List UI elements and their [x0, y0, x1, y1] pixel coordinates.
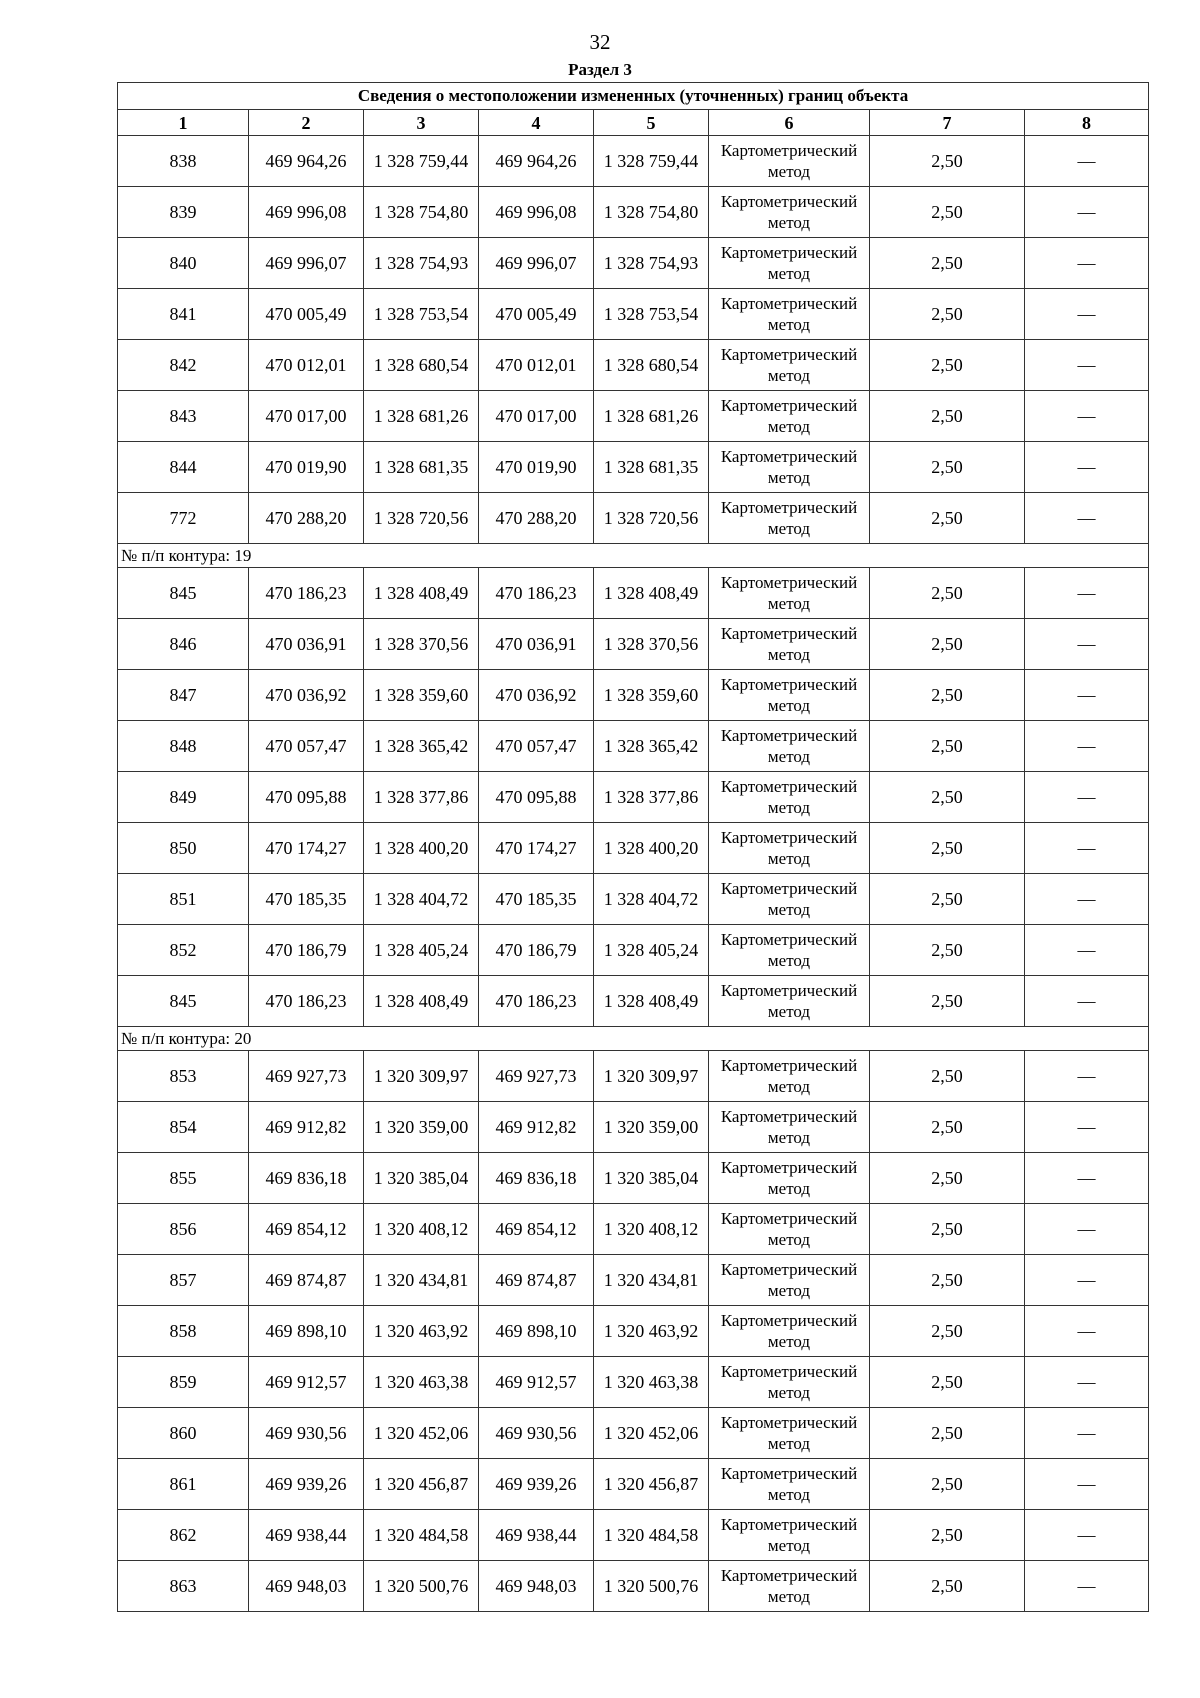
- x-new-cell: 470 036,91: [479, 619, 594, 670]
- note-cell: —: [1025, 874, 1149, 925]
- table-row: [118, 1255, 1149, 1306]
- y-new-cell: 1 328 370,56: [594, 619, 709, 670]
- x-old-cell: 469 927,73: [249, 1051, 364, 1102]
- y-old-cell: 1 328 720,56: [364, 493, 479, 544]
- table-row: [118, 1102, 1149, 1153]
- x-old-cell: 470 005,49: [249, 289, 364, 340]
- y-new-cell: 1 328 720,56: [594, 493, 709, 544]
- column-number-row: [118, 110, 1149, 136]
- note-cell: —: [1025, 136, 1149, 187]
- accuracy-cell: 2,50: [870, 1306, 1025, 1357]
- x-old-cell: 469 912,57: [249, 1357, 364, 1408]
- table-caption: Сведения о местоположении измененных (уточненных) границ объекта: [118, 83, 1149, 110]
- y-old-cell: 1 320 463,92: [364, 1306, 479, 1357]
- x-new-cell: 469 898,10: [479, 1306, 594, 1357]
- note-cell: —: [1025, 442, 1149, 493]
- method-cell: Картометрический метод: [709, 925, 870, 976]
- note-cell: —: [1025, 1051, 1149, 1102]
- note-cell: —: [1025, 1306, 1149, 1357]
- y-new-cell: 1 328 754,80: [594, 187, 709, 238]
- x-new-cell: 470 186,23: [479, 976, 594, 1027]
- table-row: [118, 1051, 1149, 1102]
- x-old-cell: 470 019,90: [249, 442, 364, 493]
- point-number-cell: 839: [118, 187, 249, 238]
- note-cell: —: [1025, 1102, 1149, 1153]
- y-old-cell: 1 328 400,20: [364, 823, 479, 874]
- note-cell: —: [1025, 976, 1149, 1027]
- note-cell: —: [1025, 1204, 1149, 1255]
- y-new-cell: 1 328 681,26: [594, 391, 709, 442]
- y-new-cell: 1 320 463,92: [594, 1306, 709, 1357]
- x-new-cell: 470 012,01: [479, 340, 594, 391]
- x-old-cell: 469 996,07: [249, 238, 364, 289]
- accuracy-cell: 2,50: [870, 670, 1025, 721]
- table-caption-row: [118, 83, 1149, 110]
- point-number-cell: 845: [118, 976, 249, 1027]
- contour-label: № п/п контура: 19: [118, 544, 1149, 568]
- y-new-cell: 1 328 408,49: [594, 976, 709, 1027]
- x-new-cell: 469 854,12: [479, 1204, 594, 1255]
- table-row: [118, 493, 1149, 544]
- x-new-cell: 470 005,49: [479, 289, 594, 340]
- method-cell: Картометрический метод: [709, 1561, 870, 1612]
- y-new-cell: 1 328 408,49: [594, 568, 709, 619]
- method-cell: Картометрический метод: [709, 391, 870, 442]
- y-old-cell: 1 320 452,06: [364, 1408, 479, 1459]
- method-cell: Картометрический метод: [709, 772, 870, 823]
- x-old-cell: 469 938,44: [249, 1510, 364, 1561]
- y-new-cell: 1 328 404,72: [594, 874, 709, 925]
- method-cell: Картометрический метод: [709, 1102, 870, 1153]
- point-number-cell: 772: [118, 493, 249, 544]
- x-old-cell: 469 874,87: [249, 1255, 364, 1306]
- x-new-cell: 470 095,88: [479, 772, 594, 823]
- point-number-cell: 848: [118, 721, 249, 772]
- point-number-cell: 857: [118, 1255, 249, 1306]
- point-number-cell: 844: [118, 442, 249, 493]
- y-old-cell: 1 328 754,80: [364, 187, 479, 238]
- y-new-cell: 1 320 359,00: [594, 1102, 709, 1153]
- y-old-cell: 1 328 365,42: [364, 721, 479, 772]
- method-cell: Картометрический метод: [709, 442, 870, 493]
- x-new-cell: 469 874,87: [479, 1255, 594, 1306]
- point-number-cell: 843: [118, 391, 249, 442]
- point-number-cell: 863: [118, 1561, 249, 1612]
- method-cell: Картометрический метод: [709, 670, 870, 721]
- note-cell: —: [1025, 187, 1149, 238]
- x-old-cell: 470 036,92: [249, 670, 364, 721]
- y-new-cell: 1 328 680,54: [594, 340, 709, 391]
- y-old-cell: 1 328 405,24: [364, 925, 479, 976]
- point-number-cell: 842: [118, 340, 249, 391]
- column-number: 2: [249, 110, 364, 136]
- table-row: [118, 340, 1149, 391]
- column-number: 6: [709, 110, 870, 136]
- accuracy-cell: 2,50: [870, 823, 1025, 874]
- accuracy-cell: 2,50: [870, 1561, 1025, 1612]
- y-new-cell: 1 320 408,12: [594, 1204, 709, 1255]
- note-cell: —: [1025, 670, 1149, 721]
- table-row: [118, 772, 1149, 823]
- table-row: [118, 136, 1149, 187]
- y-new-cell: 1 328 377,86: [594, 772, 709, 823]
- x-old-cell: 469 930,56: [249, 1408, 364, 1459]
- note-cell: —: [1025, 619, 1149, 670]
- x-old-cell: 469 912,82: [249, 1102, 364, 1153]
- note-cell: —: [1025, 391, 1149, 442]
- table-row: [118, 1510, 1149, 1561]
- x-new-cell: 470 174,27: [479, 823, 594, 874]
- y-old-cell: 1 320 309,97: [364, 1051, 479, 1102]
- x-old-cell: 470 186,23: [249, 568, 364, 619]
- accuracy-cell: 2,50: [870, 136, 1025, 187]
- x-new-cell: 470 057,47: [479, 721, 594, 772]
- x-new-cell: 469 948,03: [479, 1561, 594, 1612]
- y-new-cell: 1 328 759,44: [594, 136, 709, 187]
- y-new-cell: 1 320 385,04: [594, 1153, 709, 1204]
- y-old-cell: 1 320 456,87: [364, 1459, 479, 1510]
- x-new-cell: 469 939,26: [479, 1459, 594, 1510]
- y-new-cell: 1 328 753,54: [594, 289, 709, 340]
- y-new-cell: 1 328 405,24: [594, 925, 709, 976]
- point-number-cell: 861: [118, 1459, 249, 1510]
- point-number-cell: 838: [118, 136, 249, 187]
- note-cell: —: [1025, 772, 1149, 823]
- point-number-cell: 859: [118, 1357, 249, 1408]
- x-old-cell: 470 057,47: [249, 721, 364, 772]
- note-cell: —: [1025, 568, 1149, 619]
- x-old-cell: 470 186,79: [249, 925, 364, 976]
- note-cell: —: [1025, 289, 1149, 340]
- x-old-cell: 470 095,88: [249, 772, 364, 823]
- y-old-cell: 1 328 359,60: [364, 670, 479, 721]
- table-row: [118, 1408, 1149, 1459]
- accuracy-cell: 2,50: [870, 289, 1025, 340]
- x-old-cell: 469 854,12: [249, 1204, 364, 1255]
- y-old-cell: 1 328 370,56: [364, 619, 479, 670]
- note-cell: —: [1025, 721, 1149, 772]
- note-cell: —: [1025, 1357, 1149, 1408]
- point-number-cell: 855: [118, 1153, 249, 1204]
- accuracy-cell: 2,50: [870, 442, 1025, 493]
- accuracy-cell: 2,50: [870, 493, 1025, 544]
- y-old-cell: 1 320 385,04: [364, 1153, 479, 1204]
- y-new-cell: 1 320 456,87: [594, 1459, 709, 1510]
- table-row: [118, 1561, 1149, 1612]
- accuracy-cell: 2,50: [870, 925, 1025, 976]
- note-cell: —: [1025, 1459, 1149, 1510]
- x-new-cell: 469 996,08: [479, 187, 594, 238]
- y-new-cell: 1 320 434,81: [594, 1255, 709, 1306]
- y-old-cell: 1 328 754,93: [364, 238, 479, 289]
- contour-header-row: [118, 544, 1149, 568]
- accuracy-cell: 2,50: [870, 976, 1025, 1027]
- note-cell: —: [1025, 1408, 1149, 1459]
- table-row: [118, 823, 1149, 874]
- table-row: [118, 289, 1149, 340]
- x-new-cell: 470 186,23: [479, 568, 594, 619]
- column-number: 4: [479, 110, 594, 136]
- x-old-cell: 469 964,26: [249, 136, 364, 187]
- method-cell: Картометрический метод: [709, 340, 870, 391]
- y-new-cell: 1 328 754,93: [594, 238, 709, 289]
- point-number-cell: 862: [118, 1510, 249, 1561]
- x-old-cell: 469 836,18: [249, 1153, 364, 1204]
- table-row: [118, 925, 1149, 976]
- accuracy-cell: 2,50: [870, 1510, 1025, 1561]
- method-cell: Картометрический метод: [709, 1051, 870, 1102]
- method-cell: Картометрический метод: [709, 619, 870, 670]
- accuracy-cell: 2,50: [870, 1459, 1025, 1510]
- accuracy-cell: 2,50: [870, 1357, 1025, 1408]
- y-new-cell: 1 320 500,76: [594, 1561, 709, 1612]
- note-cell: —: [1025, 493, 1149, 544]
- method-cell: Картометрический метод: [709, 1306, 870, 1357]
- accuracy-cell: 2,50: [870, 874, 1025, 925]
- method-cell: Картометрический метод: [709, 1255, 870, 1306]
- x-new-cell: 469 912,57: [479, 1357, 594, 1408]
- section-title: Раздел 3: [568, 60, 632, 79]
- y-new-cell: 1 328 400,20: [594, 823, 709, 874]
- x-new-cell: 469 930,56: [479, 1408, 594, 1459]
- x-old-cell: 470 288,20: [249, 493, 364, 544]
- note-cell: —: [1025, 1153, 1149, 1204]
- y-old-cell: 1 328 377,86: [364, 772, 479, 823]
- x-new-cell: 469 836,18: [479, 1153, 594, 1204]
- table-row: [118, 568, 1149, 619]
- method-cell: Картометрический метод: [709, 874, 870, 925]
- point-number-cell: 853: [118, 1051, 249, 1102]
- boundary-coordinates-table: [117, 82, 1149, 1612]
- y-old-cell: 1 328 681,26: [364, 391, 479, 442]
- contour-label: № п/п контура: 20: [118, 1027, 1149, 1051]
- table-row: [118, 721, 1149, 772]
- table-row: [118, 670, 1149, 721]
- point-number-cell: 856: [118, 1204, 249, 1255]
- x-new-cell: 470 288,20: [479, 493, 594, 544]
- x-old-cell: 469 939,26: [249, 1459, 364, 1510]
- method-cell: Картометрический метод: [709, 568, 870, 619]
- y-old-cell: 1 328 408,49: [364, 568, 479, 619]
- table-row: [118, 1306, 1149, 1357]
- y-old-cell: 1 320 500,76: [364, 1561, 479, 1612]
- y-old-cell: 1 328 408,49: [364, 976, 479, 1027]
- x-old-cell: 469 996,08: [249, 187, 364, 238]
- accuracy-cell: 2,50: [870, 1204, 1025, 1255]
- method-cell: Картометрический метод: [709, 1459, 870, 1510]
- y-old-cell: 1 320 359,00: [364, 1102, 479, 1153]
- contour-header-row: [118, 1027, 1149, 1051]
- method-cell: Картометрический метод: [709, 721, 870, 772]
- note-cell: —: [1025, 1561, 1149, 1612]
- note-cell: —: [1025, 238, 1149, 289]
- x-new-cell: 470 019,90: [479, 442, 594, 493]
- method-cell: Картометрический метод: [709, 976, 870, 1027]
- table-row: [118, 391, 1149, 442]
- point-number-cell: 841: [118, 289, 249, 340]
- point-number-cell: 854: [118, 1102, 249, 1153]
- point-number-cell: 847: [118, 670, 249, 721]
- y-old-cell: 1 320 484,58: [364, 1510, 479, 1561]
- y-new-cell: 1 328 359,60: [594, 670, 709, 721]
- table-row: [118, 187, 1149, 238]
- method-cell: Картометрический метод: [709, 187, 870, 238]
- x-old-cell: 470 036,91: [249, 619, 364, 670]
- point-number-cell: 850: [118, 823, 249, 874]
- method-cell: Картометрический метод: [709, 1153, 870, 1204]
- column-number: 5: [594, 110, 709, 136]
- x-new-cell: 469 938,44: [479, 1510, 594, 1561]
- table-row: [118, 1357, 1149, 1408]
- note-cell: —: [1025, 340, 1149, 391]
- method-cell: Картометрический метод: [709, 289, 870, 340]
- point-number-cell: 845: [118, 568, 249, 619]
- y-old-cell: 1 328 680,54: [364, 340, 479, 391]
- y-old-cell: 1 328 681,35: [364, 442, 479, 493]
- method-cell: Картометрический метод: [709, 1408, 870, 1459]
- x-new-cell: 470 017,00: [479, 391, 594, 442]
- y-old-cell: 1 328 404,72: [364, 874, 479, 925]
- point-number-cell: 858: [118, 1306, 249, 1357]
- x-new-cell: 469 927,73: [479, 1051, 594, 1102]
- y-new-cell: 1 320 452,06: [594, 1408, 709, 1459]
- x-old-cell: 470 186,23: [249, 976, 364, 1027]
- method-cell: Картометрический метод: [709, 238, 870, 289]
- x-new-cell: 470 185,35: [479, 874, 594, 925]
- accuracy-cell: 2,50: [870, 340, 1025, 391]
- page-number: 32: [589, 30, 611, 54]
- x-new-cell: 470 036,92: [479, 670, 594, 721]
- y-old-cell: 1 320 434,81: [364, 1255, 479, 1306]
- column-number: 7: [870, 110, 1025, 136]
- accuracy-cell: 2,50: [870, 619, 1025, 670]
- accuracy-cell: 2,50: [870, 391, 1025, 442]
- x-new-cell: 469 912,82: [479, 1102, 594, 1153]
- y-old-cell: 1 328 753,54: [364, 289, 479, 340]
- point-number-cell: 849: [118, 772, 249, 823]
- note-cell: —: [1025, 823, 1149, 874]
- x-old-cell: 470 174,27: [249, 823, 364, 874]
- note-cell: —: [1025, 925, 1149, 976]
- y-new-cell: 1 328 681,35: [594, 442, 709, 493]
- note-cell: —: [1025, 1510, 1149, 1561]
- y-new-cell: 1 320 309,97: [594, 1051, 709, 1102]
- accuracy-cell: 2,50: [870, 772, 1025, 823]
- y-new-cell: 1 320 484,58: [594, 1510, 709, 1561]
- table-row: [118, 442, 1149, 493]
- accuracy-cell: 2,50: [870, 238, 1025, 289]
- note-cell: —: [1025, 1255, 1149, 1306]
- table-row: [118, 976, 1149, 1027]
- method-cell: Картометрический метод: [709, 823, 870, 874]
- table-row: [118, 619, 1149, 670]
- point-number-cell: 852: [118, 925, 249, 976]
- table-row: [118, 1204, 1149, 1255]
- accuracy-cell: 2,50: [870, 568, 1025, 619]
- y-new-cell: 1 320 463,38: [594, 1357, 709, 1408]
- method-cell: Картометрический метод: [709, 1510, 870, 1561]
- method-cell: Картометрический метод: [709, 1357, 870, 1408]
- table-row: [118, 1459, 1149, 1510]
- accuracy-cell: 2,50: [870, 1408, 1025, 1459]
- y-old-cell: 1 320 463,38: [364, 1357, 479, 1408]
- accuracy-cell: 2,50: [870, 187, 1025, 238]
- column-number: 1: [118, 110, 249, 136]
- point-number-cell: 846: [118, 619, 249, 670]
- y-old-cell: 1 320 408,12: [364, 1204, 479, 1255]
- table-row: [118, 238, 1149, 289]
- table-row: [118, 1153, 1149, 1204]
- x-new-cell: 469 964,26: [479, 136, 594, 187]
- x-new-cell: 469 996,07: [479, 238, 594, 289]
- x-old-cell: 469 898,10: [249, 1306, 364, 1357]
- x-old-cell: 469 948,03: [249, 1561, 364, 1612]
- point-number-cell: 860: [118, 1408, 249, 1459]
- column-number: 8: [1025, 110, 1149, 136]
- accuracy-cell: 2,50: [870, 1051, 1025, 1102]
- x-new-cell: 470 186,79: [479, 925, 594, 976]
- method-cell: Картометрический метод: [709, 493, 870, 544]
- point-number-cell: 840: [118, 238, 249, 289]
- accuracy-cell: 2,50: [870, 1102, 1025, 1153]
- accuracy-cell: 2,50: [870, 1153, 1025, 1204]
- method-cell: Картометрический метод: [709, 136, 870, 187]
- method-cell: Картометрический метод: [709, 1204, 870, 1255]
- x-old-cell: 470 012,01: [249, 340, 364, 391]
- table-row: [118, 874, 1149, 925]
- accuracy-cell: 2,50: [870, 721, 1025, 772]
- y-new-cell: 1 328 365,42: [594, 721, 709, 772]
- y-old-cell: 1 328 759,44: [364, 136, 479, 187]
- x-old-cell: 470 185,35: [249, 874, 364, 925]
- accuracy-cell: 2,50: [870, 1255, 1025, 1306]
- point-number-cell: 851: [118, 874, 249, 925]
- column-number: 3: [364, 110, 479, 136]
- x-old-cell: 470 017,00: [249, 391, 364, 442]
- table-body: [118, 83, 1149, 1612]
